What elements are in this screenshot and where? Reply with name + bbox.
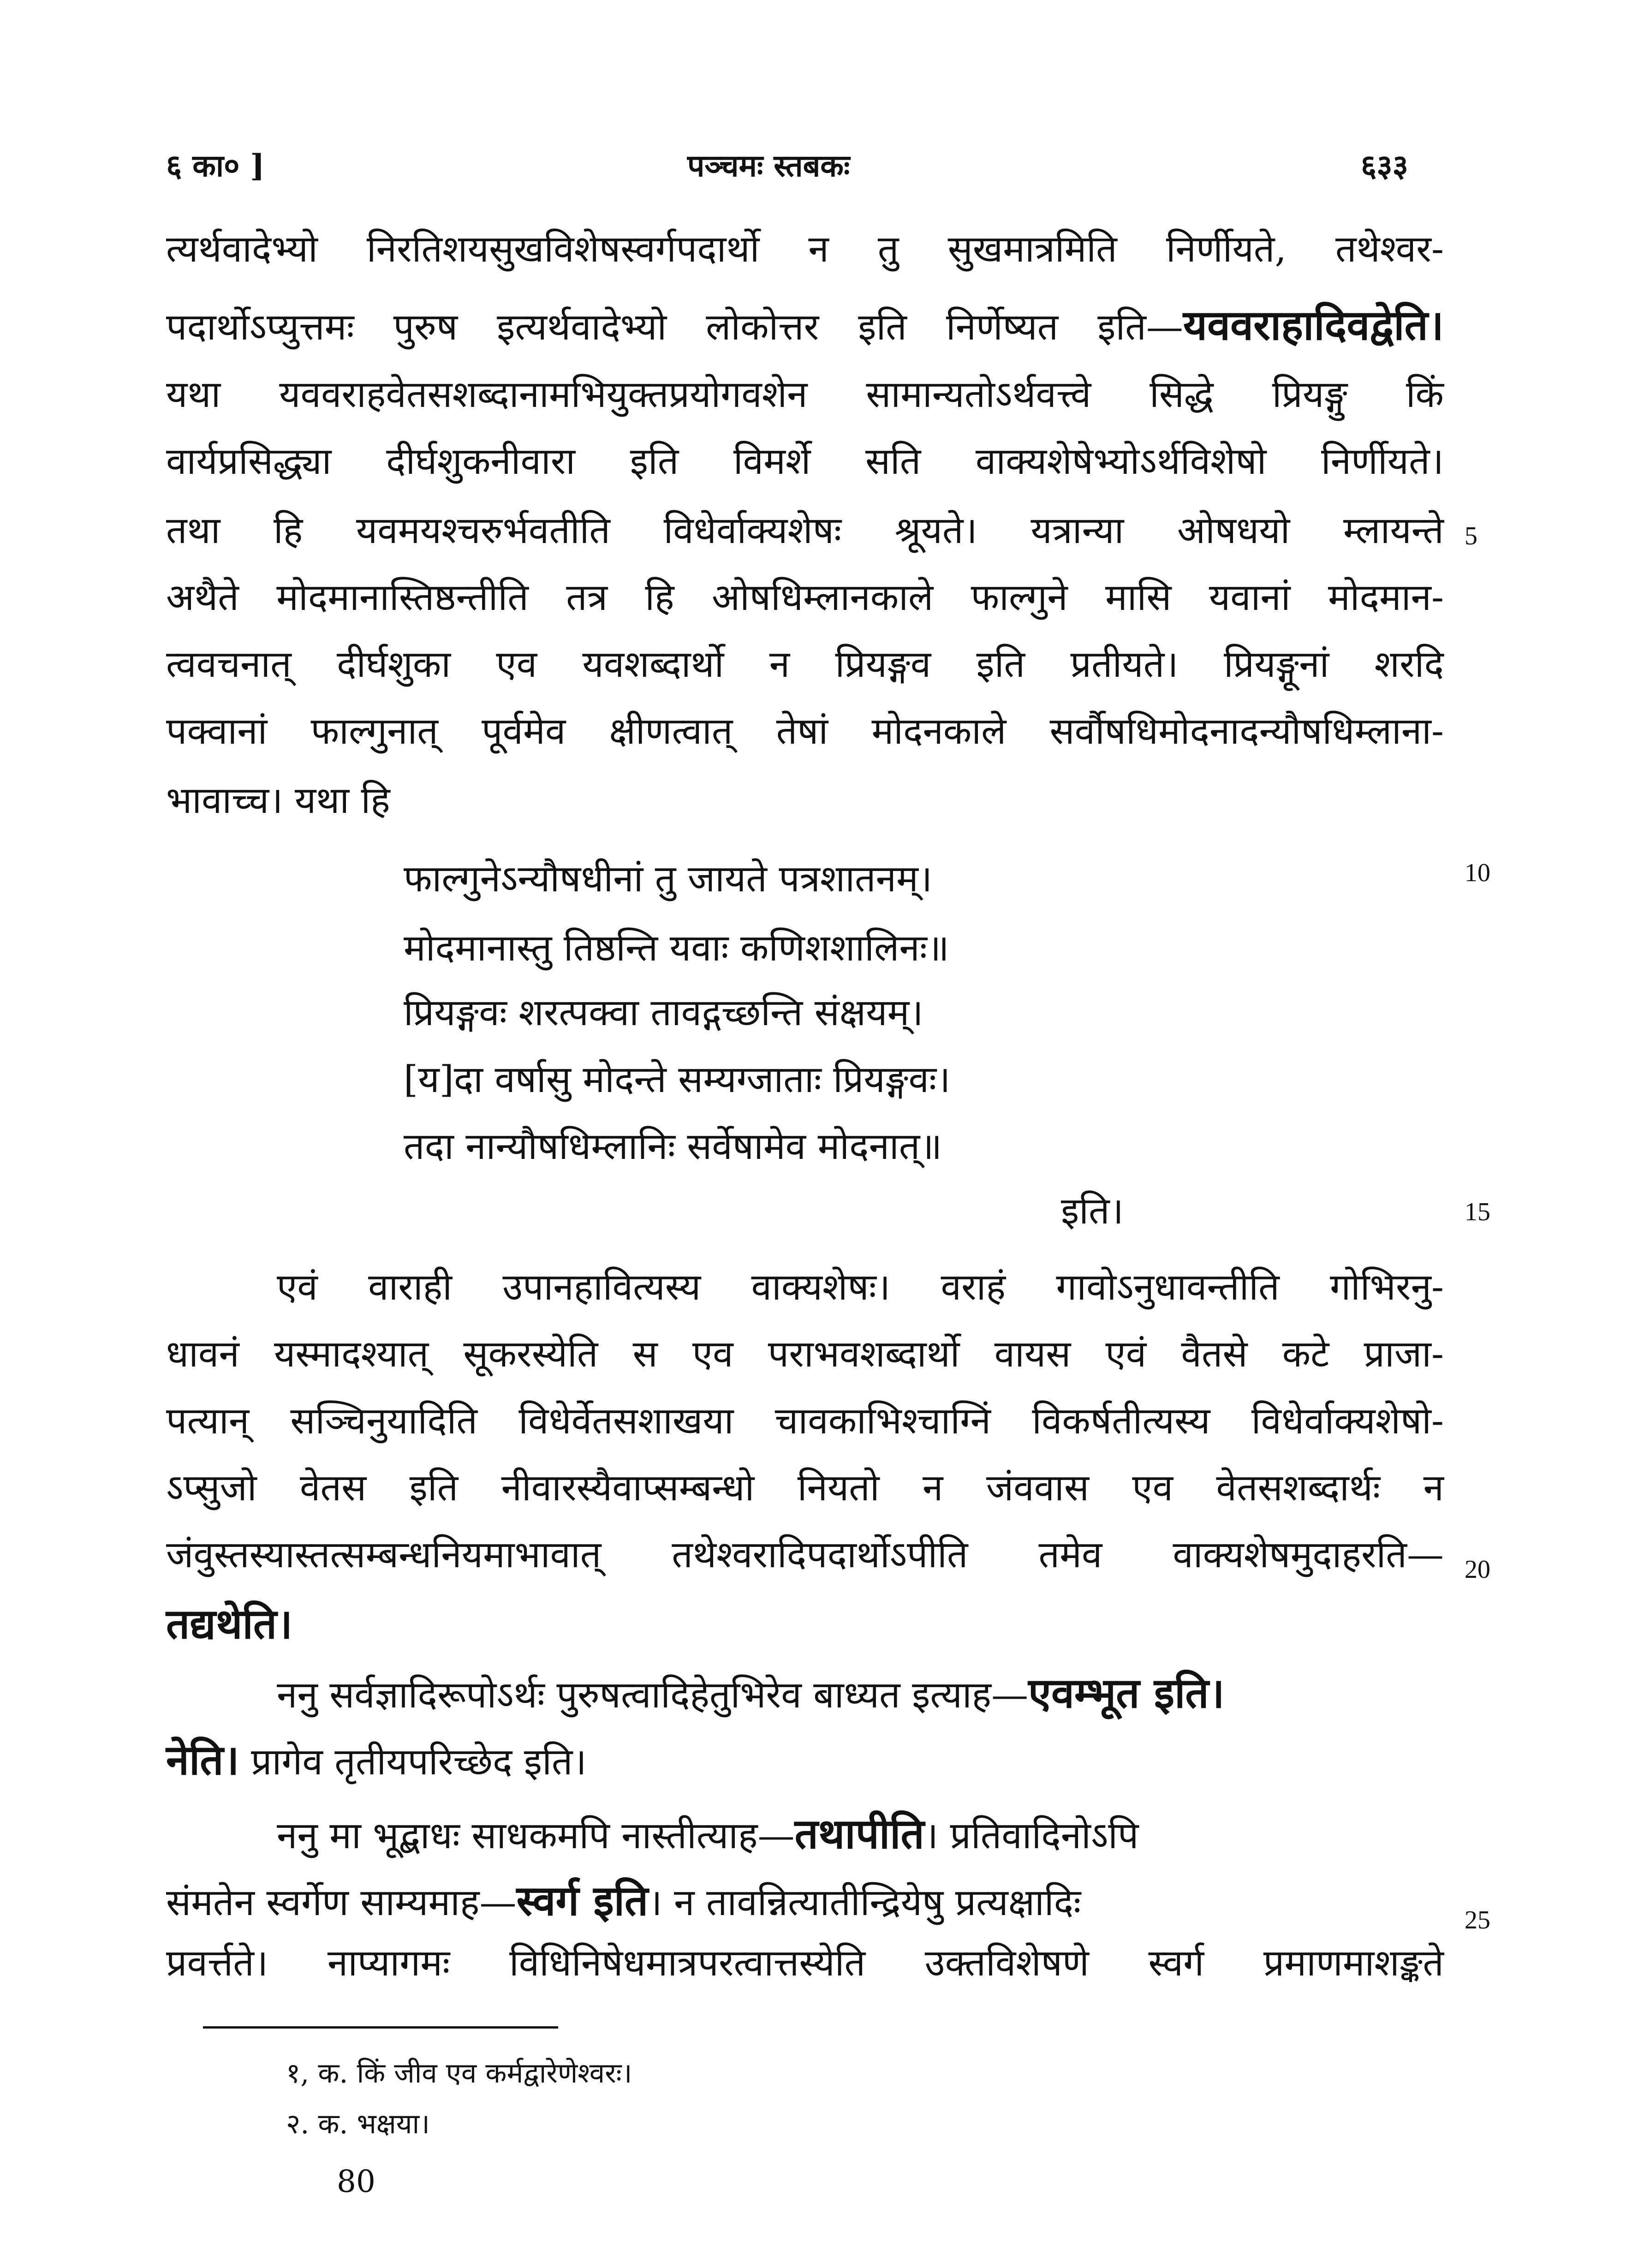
text-line-1: त्यर्थवादेभ्यो निरतिशयसुखविशेषस्वर्गपदार्थो न तु सुखमात्रमिति निर्णीयते, तथेश्वर-: [166, 227, 1444, 270]
para4-line-1: [277, 1809, 1139, 1858]
para2-line-5: जंवुस्तस्यास्तत्सम्बन्धनियमाभावात् तथेश्वरादिपदार्थोऽपीति तमेव वाक्यशेषमुदाहरति—: [166, 1533, 1444, 1576]
para2-lemma: तद्यथेति।: [166, 1600, 293, 1648]
verse-line-3: प्रियङ्गवः शरत्पक्वा तावद्गच्छन्ति संक्षयम्।: [404, 991, 923, 1034]
para4-line-2: [166, 1876, 1081, 1925]
para2-line-3: पत्यान् सञ्चिनुयादिति विधेर्वेतसशाखया चावकाभिश्चाग्निं विकर्षतीत्यस्य विधेर्वाक्यशेषो-: [166, 1399, 1444, 1442]
text-line-8: पक्वानां फाल्गुनात् पूर्वमेव क्षीणत्वात् तेषां मोदनकाले सर्वौषधिमोदनादन्यौषधिम्लाना-: [166, 710, 1444, 752]
para3-line-2-plain: प्रागेव तृतीयपरिच्छेद इति।: [251, 1740, 587, 1783]
text-line-5: तथा हि यवमयश्चरुर्भवतीति विधेर्वाक्यशेषः श्रूयते। यत्रान्या ओषधयो म्लायन्ते: [166, 509, 1444, 552]
verse-line-1: फाल्गुनेऽन्यौषधीनां तु जायते पत्रशातनम्।: [404, 857, 933, 900]
text-line-9: भावाच्च। यथा हि: [166, 779, 390, 822]
text-line-6: अथैते मोदमानास्तिष्ठन्तीति तत्र हि ओषधिम्लानकाले फाल्गुने मासि यवानां मोदमान-: [166, 576, 1444, 619]
line-number-10: 10: [1465, 859, 1490, 887]
text-line-2-lemma: यववराहादिवद्वेति।: [1183, 301, 1444, 350]
text-line-4: वार्यप्रसिद्ध्या दीर्घशुकनीवारा इति विमर्शे सति वाक्यशेषेभ्योऽर्थविशेषो निर्णीयते।: [166, 440, 1444, 483]
para4-line-1-lemma: तथापीति: [794, 1809, 924, 1858]
line-number-15: 15: [1465, 1198, 1490, 1226]
text-line-3: यथा यववराहवेतसशब्दानामभियुक्तप्रयोगवशेन सामान्यतोऽर्थवत्त्वे सिद्धे प्रियङ्गु किं: [166, 373, 1444, 416]
para2-line-1: एवं वाराही उपानहावित्यस्य वाक्यशेषः। वराहं गावोऽनुधावन्तीति गोभिरनु-: [277, 1265, 1444, 1308]
text-line-2: [166, 301, 1444, 350]
header-chapter-title: पञ्चमः स्तबकः: [687, 148, 850, 184]
header-page-number: ६३३: [1361, 148, 1408, 184]
para3-line-1: [277, 1669, 1225, 1718]
para4-line-2-plain-b: । न तावन्नित्यातीन्द्रियेषु प्रत्यक्षादिः: [648, 1881, 1081, 1924]
footnote-rule: [203, 2026, 558, 2029]
footnote-2: २. क. भक्षया।: [286, 2108, 430, 2140]
para4-line-1-plain-b: । प्रतिवादिनोऽपि: [924, 1814, 1139, 1857]
para3-line-2: [166, 1736, 587, 1785]
line-number-5: 5: [1465, 522, 1477, 550]
para2-line-2: धावनं यस्मादश्यात् सूकरस्येति स एव पराभवशब्दार्थो वायस एवं वैतसे कटे प्राजा-: [166, 1332, 1444, 1375]
para4-line-2-plain-a: संमतेन स्वर्गेण साम्यमाह—: [166, 1881, 517, 1924]
para3-line-1-lemma: एवम्भूत इति।: [1028, 1669, 1225, 1718]
para4-line-3: प्रवर्त्तते। नाप्यागमः विधिनिषेधमात्रपरत्वात्तस्येति उक्तविशेषणे स्वर्ग प्रमाणमाशङ्कते: [166, 1941, 1444, 1984]
text-line-2-plain: पदार्थोऽप्युत्तमः पुरुष इत्यर्थवादेभ्यो लोकोत्तर इति निर्णेष्यत इति—: [166, 305, 1183, 348]
signature-mark: 80: [337, 2164, 375, 2199]
para4-line-1-plain-a: ननु मा भूद्बाधः साधकमपि नास्तीत्याह—: [277, 1814, 795, 1857]
verse-line-2: मोदमानास्तु तिष्ठन्ति यवाः कणिशशालिनः॥: [404, 926, 949, 969]
line-number-25: 25: [1465, 1906, 1490, 1934]
iti-line: इति।: [1061, 1189, 1124, 1232]
para3-line-1-plain: ननु सर्वज्ञादिरूपोऽर्थः पुरुषत्वादिहेतुभिरेव बाध्यत इत्याह—: [277, 1673, 1029, 1716]
text-line-7: त्ववचनात् दीर्घशुका एव यवशब्दार्थो न प्रियङ्गव इति प्रतीयते। प्रियङ्गूनां शरदि: [166, 643, 1444, 686]
header-section-label: ६ का० ]: [166, 148, 265, 184]
line-number-20: 20: [1465, 1555, 1490, 1584]
para2-line-4: ऽप्सुजो वेतस इति नीवारस्यैवाप्सम्बन्धो नियतो न जंववास एव वेतसशब्दार्थः न: [166, 1466, 1444, 1509]
verse-line-4: [य]दा वर्षासु मोदन्ते सम्यग्जाताः प्रियङ्गवः।: [404, 1058, 951, 1101]
para4-line-2-lemma: स्वर्ग इति: [516, 1876, 649, 1925]
para3-line-2-lemma: नेति।: [166, 1736, 239, 1785]
verse-line-5: तदा नान्यौषधिम्लानिः सर्वेषामेव मोदनात्॥: [404, 1125, 942, 1168]
footnote-1: १, क. किं जीव एव कर्मद्वारेणेश्वरः।: [286, 2057, 632, 2089]
